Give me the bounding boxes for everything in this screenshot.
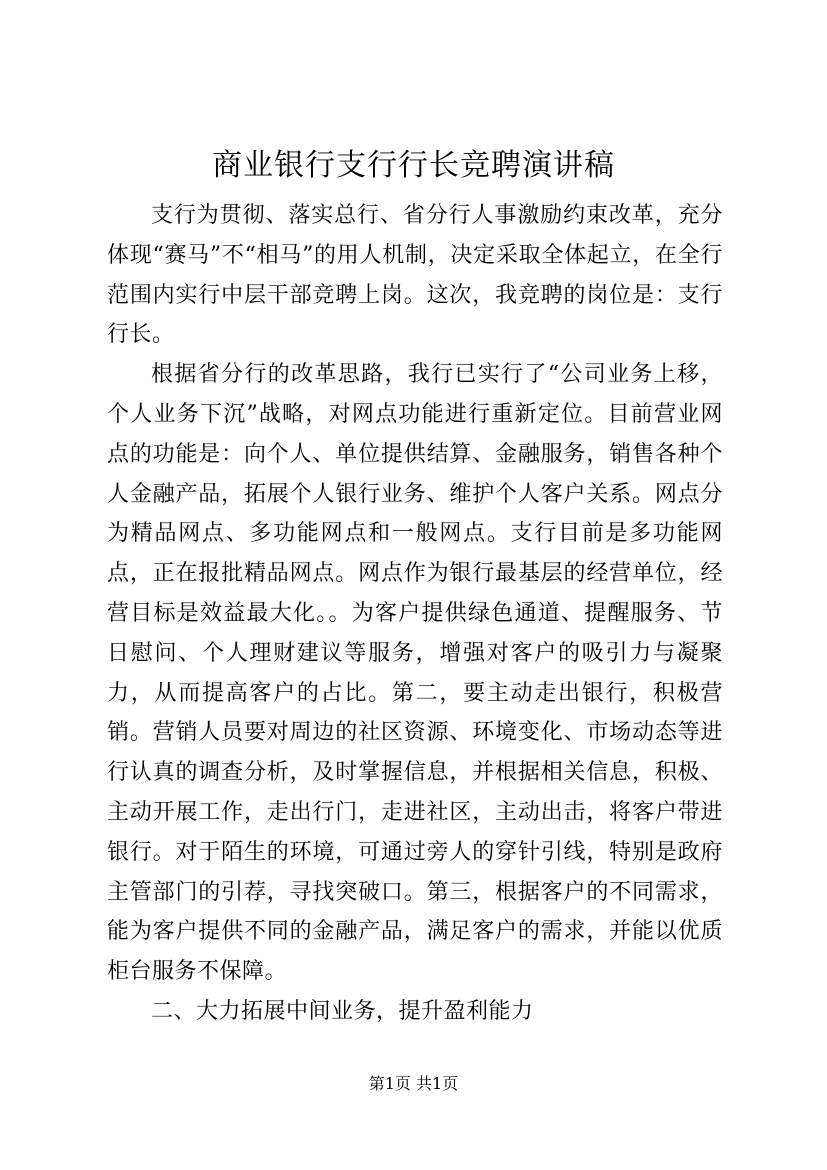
page-footer: 第1页 共1页 bbox=[368, 1074, 459, 1093]
paragraph-intro: 支行为贯彻、落实总行、省分行人事激励约束改革，充分体现“赛马”不“相马”的用人机制，决定采取全体起立，在全行范围内实行中层干部竞聘上岗。这次，我竞聘的岗位是：支行行长。 bbox=[107, 203, 723, 348]
paragraph-reform: 根据省分行的改革思路，我行已实行了“公司业务上移，个人业务下沉”战略，对网点功能进行重新定位。目前营业网点的功能是：向个人、单位提供结算、金融服务，销售各种个人金融产品，拓展个人银行业务、维护个人客户关系。网点分为精品网点、多功能网点和一般网点。支行目前是多功能网点，正在报批精品网点。网点作为银行最基层的经营单位，经营目标是效益最大化。。为客户提供绿色通道、提醒服务、节日慰问、个人理财建议等服务，增强对客户的吸引力与凝聚力，从而提高客户的占比。第二，要主动走出银行，积极营销。营销人员要对周边的社区资源、环境变化、市场动态等进行认真的调查分析，及时掌握信息，并根据相关信息，积极、主动开展工作，走出行门，走进社区，主动出击，将客户带进银行。对于陌生的环境，可通过旁人的穿针引线，特别是政府主管部门的引荐，寻找突破口。第三，根据客户的不同需求，能为客户提供不同的金融产品，满足客户的需求，并能以优质柜台服务不保障。 bbox=[107, 362, 723, 985]
paragraph-heading-two: 二、大力拓展中间业务，提升盈利能力 bbox=[151, 998, 534, 1024]
document-title: 商业银行支行行长竞聘演讲稿 bbox=[212, 148, 615, 183]
document-body bbox=[107, 196, 723, 1032]
